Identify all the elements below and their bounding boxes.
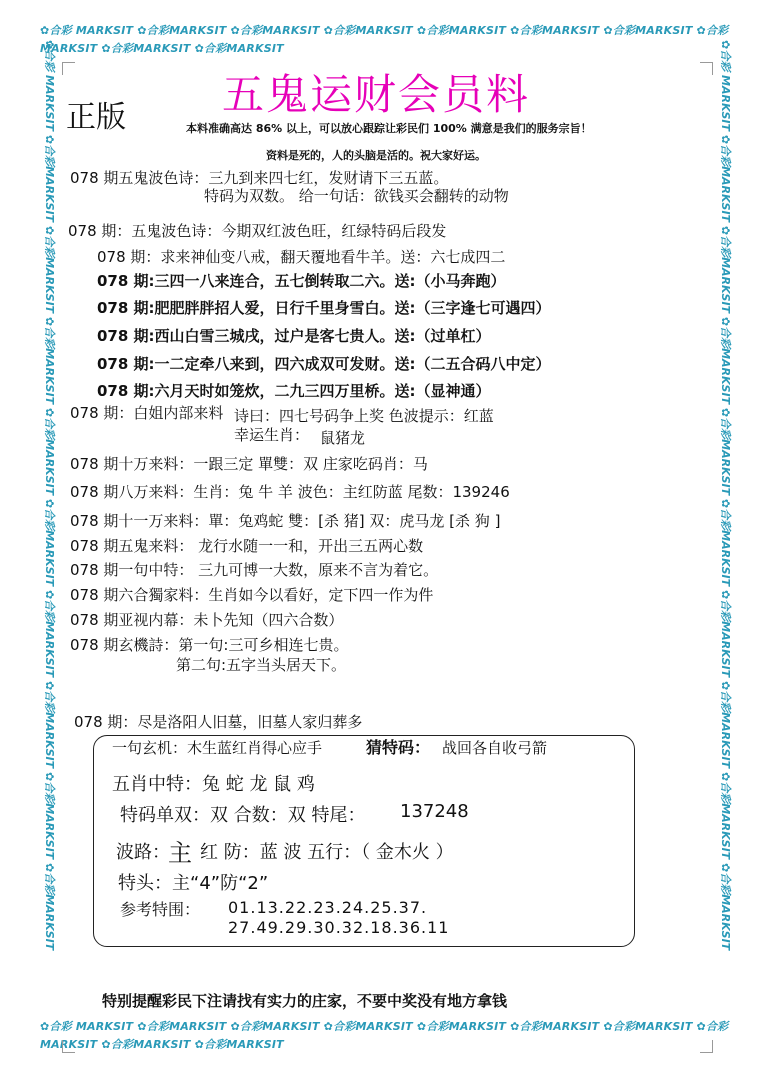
line-xingyun-label: 幸运生肖： [234,426,310,444]
line-s3-5: 078 期:六月天时如笼炊，二九三四万里桥。送:（显神通） [97,382,491,400]
line-s3-1: 078 期:三四一八来连合，五七倒转取二六。送:（小马奔跑） [97,272,506,290]
line-xingyun-value: 鼠猪龙 [320,429,366,447]
zhengban-label: 正版 [66,100,126,135]
line-boshe-shi: 078 期：五鬼波色诗：今期双红波色旺，红绿特码后段发 [68,222,447,240]
line-s3-3: 078 期:西山白雪三城戌，过户是客七贵人。送:（过单杠） [97,327,491,345]
box-bolu-zhu: 主 [168,839,192,867]
border-left-text: ✿合彩 MARKSIT ✿合彩MARKSIT ✿合彩MARKSIT ✿合彩MARKSIT ✿合彩MARKSIT ✿合彩MARKSIT ✿合彩MARKSIT ✿合彩MARKSIT ✿合彩MARKSIT ✿合彩MARKSIT [43,40,56,951]
line-s3-2: 078 期:肥肥胖胖招人爱，日行千里身雪白。送:（三字逢七可遇四） [97,299,551,317]
line-xuanji-shi-2: 第二句:五字当头居天下。 [176,656,347,674]
line-s3-4: 078 期:一二定牵八来到，四六成双可发财。送:（二五合码八中定） [97,355,551,373]
line-s3-0: 078 期：求来神仙变八戒，翻天覆地看牛羊。送：六七成四二 [97,248,506,266]
page-title: 五鬼运财会员料 [222,70,531,119]
line-shiyiwan: 078 期十一万来料：單：兔鸡蛇 雙：[杀 猪] 双：虎马龙 [杀 狗 ] [70,512,501,530]
footer-reminder: 特别提醒彩民下注请找有实力的庄家，不要中奖没有地方拿钱 [102,992,508,1010]
box-tewei-value: 137248 [400,801,469,822]
line-yashi-neimu: 078 期亚视内幕：未卜先知（四六合数） [70,611,344,629]
box-wuxiao: 五肖中特：兔 蛇 龙 鼠 鸡 [112,774,315,795]
tagline-1: 本料准确高达 86% 以上，可以放心跟踪让彩民们 100% 满意是我们的服务宗旨！ [186,122,592,135]
corner-mark [700,1040,713,1053]
border-bottom: ✿合彩 MARKSIT ✿合彩MARKSIT ✿合彩MARKSIT ✿合彩MARKSIT ✿合彩MARKSIT ✿合彩MARKSIT ✿合彩MARKSIT ✿合彩MARKSIT ✿合彩MARKSIT ✿合彩MARKSIT [40,1020,729,1051]
line-shiyue: 诗曰：四七号码争上奖 色波提示：红蓝 [234,407,494,425]
box-cai-temao-value: 战回各自收弓箭 [442,739,548,757]
line-baijie: 078 期：白姐内部来料 [70,404,224,422]
border-top: ✿合彩 MARKSIT ✿合彩MARKSIT ✿合彩MARKSIT ✿合彩MARKSIT ✿合彩MARKSIT ✿合彩MARKSIT ✿合彩MARKSIT ✿合彩MARKSIT ✿合彩MARKSIT ✿合彩MARKSIT [40,24,729,55]
box-cai-temao-label: 猜特码： [366,738,431,757]
box-tetou: 特头：主“4”防“2” [118,873,269,894]
line-temao-shuang: 特码为双数。 给一句话：欲钱买会翻转的动物 [204,187,509,205]
box-cankao-row2: 27.49.29.30.32.18.36.11 [228,918,450,937]
corner-mark [62,62,75,75]
box-bolu-label: 波路： [116,842,170,863]
line-wugui-boshe: 078 期五鬼波色诗：三九到来四七红，发财请下三五蓝。 [70,169,449,187]
box-danshuang: 特码单双：双 合数：双 特尾： [120,805,366,826]
box-yiju-xuanji: 一句玄机：木生蓝红肖得心应手 [112,739,323,757]
line-xuanji-shi-1: 078 期玄機詩：第一句:三可乡相连七贵。 [70,636,349,654]
corner-mark [62,1040,75,1053]
box-bolu-rest: 红 防：蓝 波 五行：（ 金木火 ） [200,842,454,863]
line-shiwan: 078 期十万来料：一跟三定 單雙：双 庄家吃码肖：马 [70,455,428,473]
box-cankao-label: 参考特围： [120,900,201,919]
line-wugui-laoliao: 078 期五鬼来料： 龙行水随一一和，开出三五两心数 [70,537,424,555]
border-right-text: ✿合彩 MARKSIT ✿合彩MARKSIT ✿合彩MARKSIT ✿合彩MARKSIT ✿合彩MARKSIT ✿合彩MARKSIT ✿合彩MARKSIT ✿合彩MARKSIT ✿合彩MARKSIT ✿合彩MARKSIT [719,40,732,951]
box-cankao-row1: 01.13.22.23.24.25.37. [228,898,428,917]
line-yiju-zhongte: 078 期一句中特： 三九可博一大数，原来不言为着它。 [70,561,439,579]
line-liuhe-dujia: 078 期六合獨家料：生肖如今以看好，定下四一作为件 [70,586,434,604]
border-left [40,40,58,1030]
corner-mark [700,62,713,75]
tagline-2: 资料是死的，人的头脑是活的。祝大家好运。 [266,149,486,162]
line-bawan: 078 期八万来料：生肖：兔 牛 羊 波色：主红防蓝 尾数：139246 [70,483,510,501]
line-luoyang: 078 期：尽是洛阳人旧墓，旧墓人家归葬多 [74,713,363,731]
border-right [716,40,734,1030]
